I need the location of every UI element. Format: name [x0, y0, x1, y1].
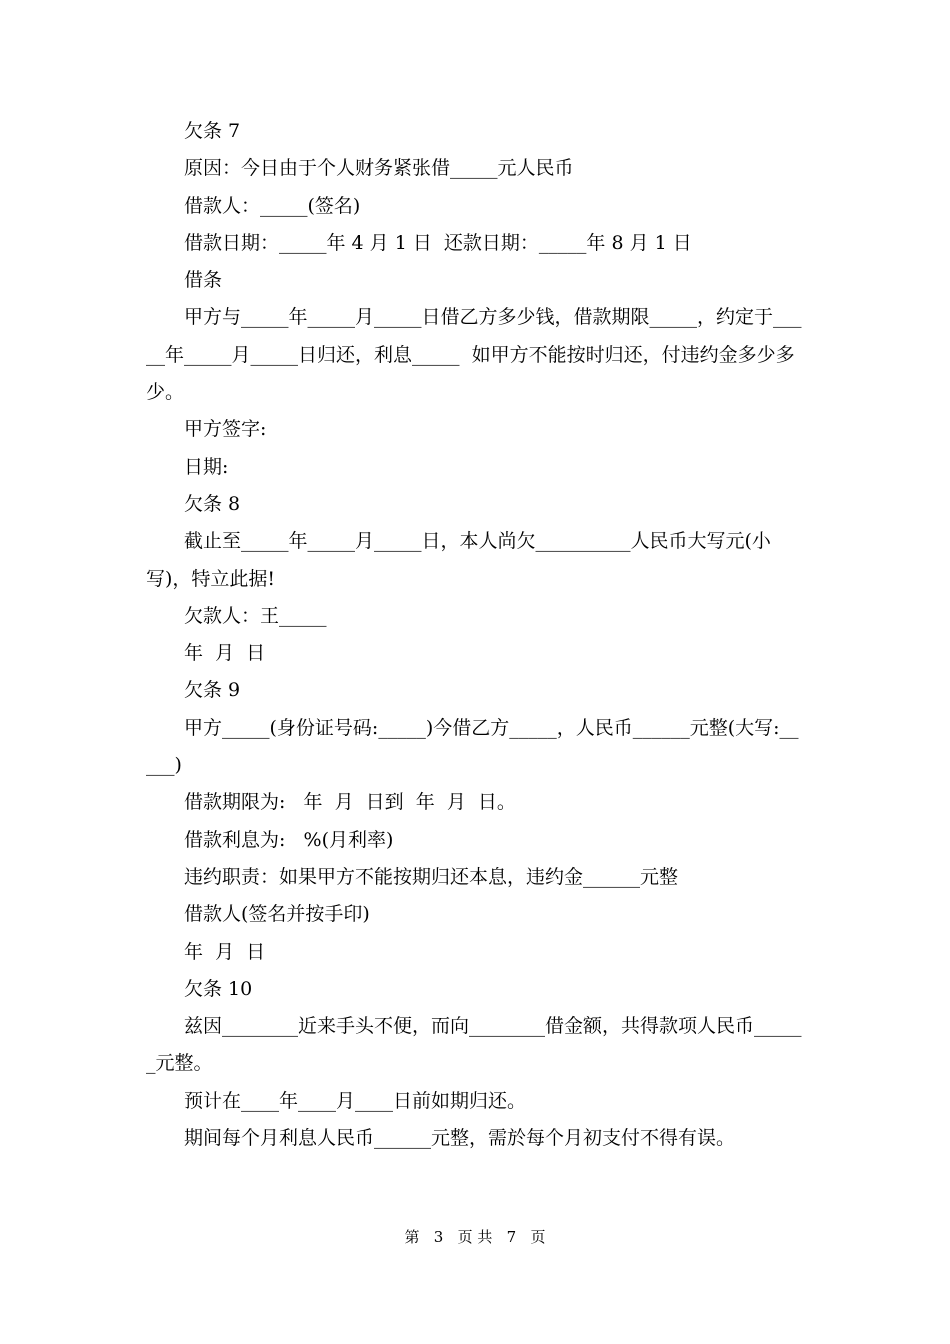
- paragraph-party-a-borrows: 甲方_____(身份证号码:_____)今借乙方_____，人民币______元整(大写:_____): [146, 716, 799, 777]
- paragraph-debtor: 欠款人：王_____: [184, 604, 327, 627]
- document-body: [146, 113, 806, 1157]
- paragraph-monthly-interest: 期间每个月利息人民币______元整，需於每个月初支付不得有误。: [184, 1127, 736, 1150]
- paragraph-date-blank-2: 年 月 日: [184, 940, 266, 963]
- paragraph-loan-note-title: 借条: [184, 269, 223, 292]
- paragraph-iou-9-title: 欠条 9: [184, 679, 241, 702]
- paragraph-reason: 原因：今日由于个人财务紧张借_____元人民币: [184, 157, 574, 180]
- paragraph-default-liability: 违约职责：如果甲方不能按期归还本息，违约金______元整: [184, 865, 679, 888]
- paragraph-loan-terms: 甲方与_____年_____月_____日借乙方多少钱，借款期限_____，约定于_____年_____月_____日归还，利息_____ 如甲方不能按时归还，付违约金多少多少。: [146, 306, 802, 404]
- page-number-footer: 第 3 页 共 7 页: [404, 1228, 546, 1246]
- paragraph-party-a-signature: 甲方签字:: [184, 418, 267, 441]
- paragraph-loan-dates: 借款日期：_____年 4 月 1 日 还款日期：_____年 8 月 1 日: [184, 231, 692, 254]
- paragraph-iou-10-title: 欠条 10: [184, 977, 253, 1000]
- paragraph-date-blank: 年 月 日: [184, 642, 266, 665]
- paragraph-loan-period: 借款期限为: 年 月 日到 年 月 日。: [184, 791, 516, 814]
- paragraph-borrower: 借款人：_____(签名): [184, 194, 361, 217]
- paragraph-iou-8-title: 欠条 8: [184, 492, 241, 515]
- paragraph-loan-interest: 借款利息为: %(月利率): [184, 828, 394, 851]
- paragraph-date: 日期:: [184, 455, 229, 478]
- paragraph-outstanding-debt: 截止至_____年_____月_____日，本人尚欠__________人民币大写元(小写)，特立此据!: [146, 530, 771, 590]
- paragraph-repayment-date: 预计在____年____月____日前如期归还。: [184, 1089, 527, 1112]
- paragraph-borrow-reason: 兹因________近来手头不便，而向________借金额，共得款项人民币______元整。: [146, 1015, 802, 1075]
- paragraph-borrower-signature: 借款人(签名并按手印): [184, 903, 370, 926]
- paragraph-iou-7-title: 欠条 7: [184, 120, 241, 142]
